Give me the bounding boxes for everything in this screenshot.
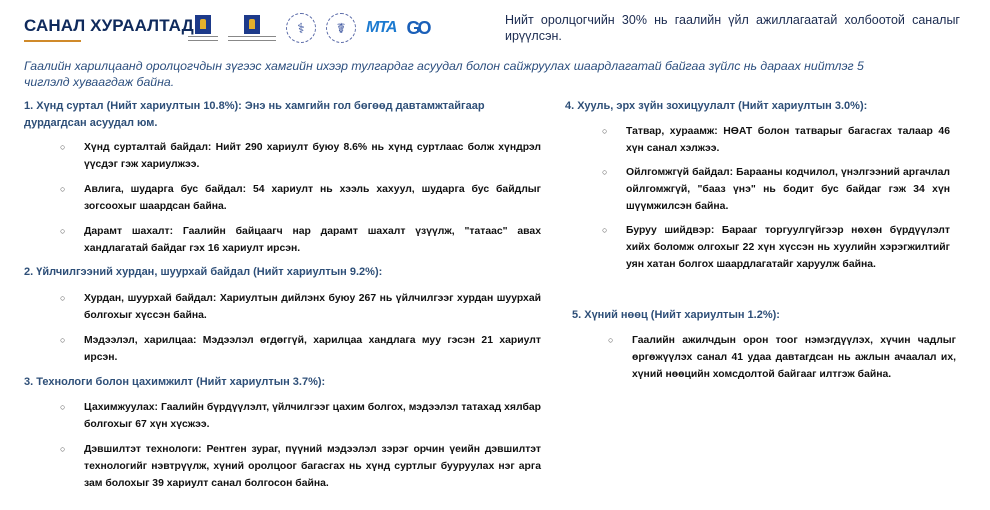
list-item: ○ Авлига, шударга бус байдал: 54 хариулт нь хээль хахуул, шударга бус байдлыг зогсоохыг шаардсан байна. [60, 181, 541, 215]
bullet-icon: ○ [60, 293, 66, 303]
intro-paragraph: Гаалийн харилцаанд оролцогчдын зүгээс хамгийн ихээр тулгардаг асуудал болон сайжруулах шаардлагатай байгаа зүйлс нь дараах нийтлэг 5 чиглэлд хуваагдаж байна. [24, 59, 864, 89]
list-item: ○ Татвар, хураамж: НӨАТ болон татварыг багасгах талаар 46 хүн санал хэлжээ. [602, 123, 950, 157]
list-item: ○ Мэдээлэл, харилцаа: Мэдээлэл өгдөггүй, харилцаа хандлага муу гэсэн 21 хариулт ирсэн. [60, 332, 541, 366]
go-logo-icon: GO [406, 17, 429, 38]
bullet-icon: ○ [602, 167, 608, 177]
bullet-icon: ○ [60, 142, 66, 152]
list-item: ○ Хурдан, шуурхай байдал: Хариултын дийлэнх буюу 267 нь үйлчилгээг хурдан шуурхай болгохыг хүссэн байна. [60, 290, 541, 324]
bullet-icon: ○ [608, 335, 614, 345]
page-title: САНАЛ ХУРААЛТАД [24, 16, 194, 35]
section-heading-2: 2. Үйлчилгээний хурдан, шуурхай байдал (Нийт хариултын 9.2%): [24, 266, 383, 278]
logo-strip [188, 10, 428, 46]
general-customs-authority-emblem-icon [228, 15, 276, 41]
bullet-icon: ○ [60, 184, 66, 194]
list-item: ○ Цахимжуулах: Гаалийн бүрдүүлэлт, үйлчилгээг цахим болгох, мэдээлэл татахад хялбар болгохыг 67 хүн хүсжээ. [60, 399, 541, 433]
bullet-icon: ○ [602, 225, 608, 235]
bullet-icon: ○ [602, 126, 608, 136]
list-item: ○ Гаалийн ажилчдын орон тоог нэмэгдүүлэх, хүчин чадлыг өргөжүүлэх санал 41 удаа давтагдсан нь ажлын ачаалал их, хүний нөөцийн хомсдолтой байгааг илтгэж байна. [608, 332, 956, 383]
section-heading-3: 3. Технологи болон цахимжилт (Нийт хариултын 3.7%): [24, 376, 326, 388]
list-item: ○ Дэвшилтэт технологи: Рентген зураг, пүүний мэдээлэл зэрэг орчин үеийн дэвшилтэт технологийг нэвтрүүлж, хүний оролцоог багасгах нь хүнд суртлыг бууруулах нэг арга зам болохыг 39 хариулт санал болгосон байна. [60, 441, 541, 492]
list-item: ○ Буруу шийдвэр: Барааг торгуулгүйгээр нөхөн бүрдүүлэлт хийх боломж олгохыг 22 хүн хүссэн нь хуулийн хэрэгжилтийг уян хатан болгох шаардлагатайг харуулж байна. [602, 222, 950, 273]
section-heading-5: 5. Хүний нөөц (Нийт хариултын 1.2%): [572, 309, 780, 321]
section-heading-1: 1. Хүнд суртал (Нийт хариултын 10.8%): Энэ нь хамгийн гол бөгөөд давтамжтайгаар дурдагдсан асуудал юм. [24, 100, 485, 129]
title-underline [24, 40, 81, 42]
list-item: ○ Дарамт шахалт: Гаалийн байцаагч нар дарамт шахалт үзүүлж, "татаас" авах хандлагатай байдаг гэх 16 хариулт ирсэн. [60, 223, 541, 257]
mta-logo-icon: MTA [366, 19, 397, 36]
caduceus-seal-icon: ☤ [326, 13, 356, 43]
bullet-icon: ○ [60, 335, 66, 345]
bullet-icon: ○ [60, 226, 66, 236]
section-heading-4: 4. Хууль, эрх зүйн зохицуулалт (Нийт хариултын 3.0%): [565, 100, 868, 112]
medical-association-seal-icon: ⚕ [286, 13, 316, 43]
bullet-icon: ○ [60, 402, 66, 412]
bullet-icon: ○ [60, 444, 66, 454]
list-item: ○ Ойлгомжгүй байдал: Барааны кодчилол, үнэлгээний аргачлал ойлгомжгүй, "бааз үнэ" нь бодит бус байдаг гэж 34 хүн шүүмжилсэн байна. [602, 164, 950, 215]
summary-statement: Нийт оролцогчийн 30% нь гаалийн үйл ажиллагаатай холбоотой саналыг ирүүлсэн. [505, 13, 960, 43]
list-item: ○ Хүнд сурталтай байдал: Нийт 290 хариулт буюу 8.6% нь хүнд суртлаас болж хүндрэл үүсдэг гэж хариулжээ. [60, 139, 541, 173]
mongolia-customs-emblem-icon [188, 15, 218, 41]
